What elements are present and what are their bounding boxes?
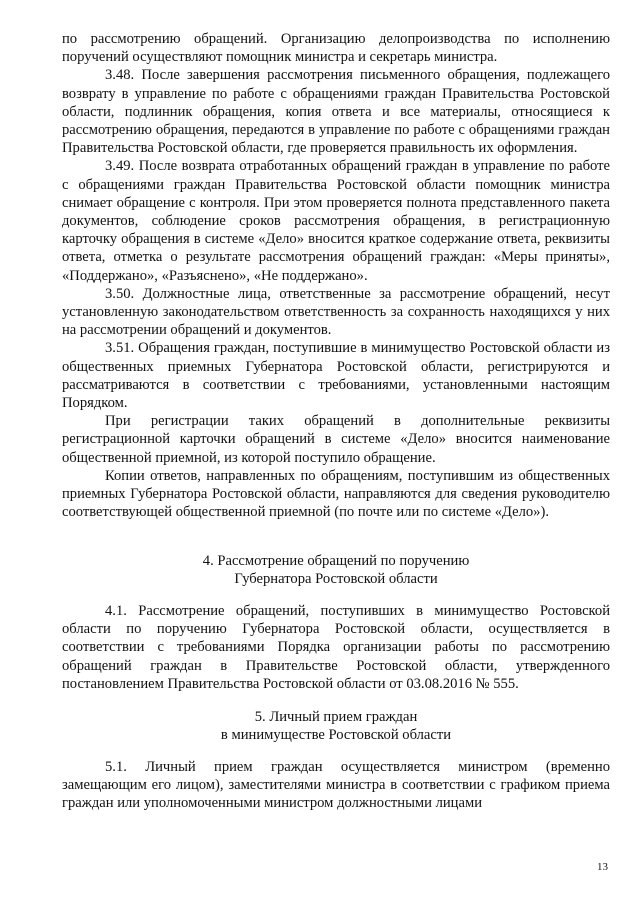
section-4-heading <box>62 552 610 588</box>
paragraph-3-48: 3.48. После завершения рассмотрения письменного обращения, подлежащего возврату в управление по работе с обращениями граждан Правительства Ростовской области, подлинник обращения, копия ответа и все материалы, относящиеся к рассмотрению обращения, передаются в управление по работе с обращениями граждан Правительства Ростовской области, где проверяется правильность их оформления. <box>62 67 610 157</box>
section-5-heading-line2: в минимуществе Ростовской области <box>220 727 452 744</box>
paragraph-5-1: 5.1. Личный прием граждан осуществляется министром (временно замещающим его лицом), заместителями министра в соответствии с графиком приема граждан или уполномоченными министром должностными лицами <box>62 759 610 812</box>
section-4-heading-line1: 4. Рассмотрение обращений по поручению <box>202 553 470 569</box>
section-5-heading-line1: 5. Личный прием граждан <box>254 709 418 725</box>
paragraph-3-49: 3.49. После возврата отработанных обращений граждан в управление по работе с обращениями граждан Правительства Ростовской области помощник министра снимает обращение с контроля. При этом проверяется полнота представленного пакета документов, соблюдение сроков рассмотрения обращения, в регистрационную карточку обращения в системе «Дело» вносится краткое содержание ответа, реквизиты ответа, отметка о результате рассмотрения обращений граждан: «Меры приняты», «Поддержано», «Разъяснено», «Не поддержано». <box>62 158 610 284</box>
page-number: 13 <box>597 861 608 873</box>
paragraph-continuation: по рассмотрению обращений. Организацию делопроизводства по исполнению поручений осуществляют помощник министра и секретарь министра. <box>62 31 610 66</box>
paragraph-4-1: 4.1. Рассмотрение обращений, поступивших в минимущество Ростовской области по поручению Губернатора Ростовской области, осуществляется в соответствии с требованиями Порядка организации работы по рассмотрению обращений граждан в Правительстве Ростовской области, утвержденного постановлением Правительства Ростовской области от 03.08.2016 № 555. <box>62 603 610 692</box>
section-5-heading <box>62 708 610 744</box>
paragraph-3-50: 3.50. Должностные лица, ответственные за рассмотрение обращений, несут установленную законодательством ответственность за сохранность находящихся у них на рассмотрении обращений и документов. <box>62 285 610 339</box>
paragraph-registration: При регистрации таких обращений в дополнительные реквизиты регистрационной карточки обращений в системе «Дело» вносится наименование общественной приемной, из которой поступило обращение. <box>62 413 610 466</box>
body-text-top <box>62 30 610 521</box>
section-5-body <box>62 758 610 813</box>
section-4-heading-line2: Губернатора Ростовской области <box>234 571 438 588</box>
section-4-body <box>62 602 610 693</box>
paragraph-3-51: 3.51. Обращения граждан, поступившие в минимущество Ростовской области из общественных приемных Губернатора Ростовской области, регистрируются и рассматриваются в соответствии с требованиями, установленными настоящим Порядком. <box>62 340 610 412</box>
paragraph-copies: Копии ответов, направленных по обращениям, поступившим из общественных приемных Губернатора Ростовской области, направляются для сведения руководителю соответствующей общественной приемной (по почте или по системе «Дело»). <box>62 467 610 521</box>
